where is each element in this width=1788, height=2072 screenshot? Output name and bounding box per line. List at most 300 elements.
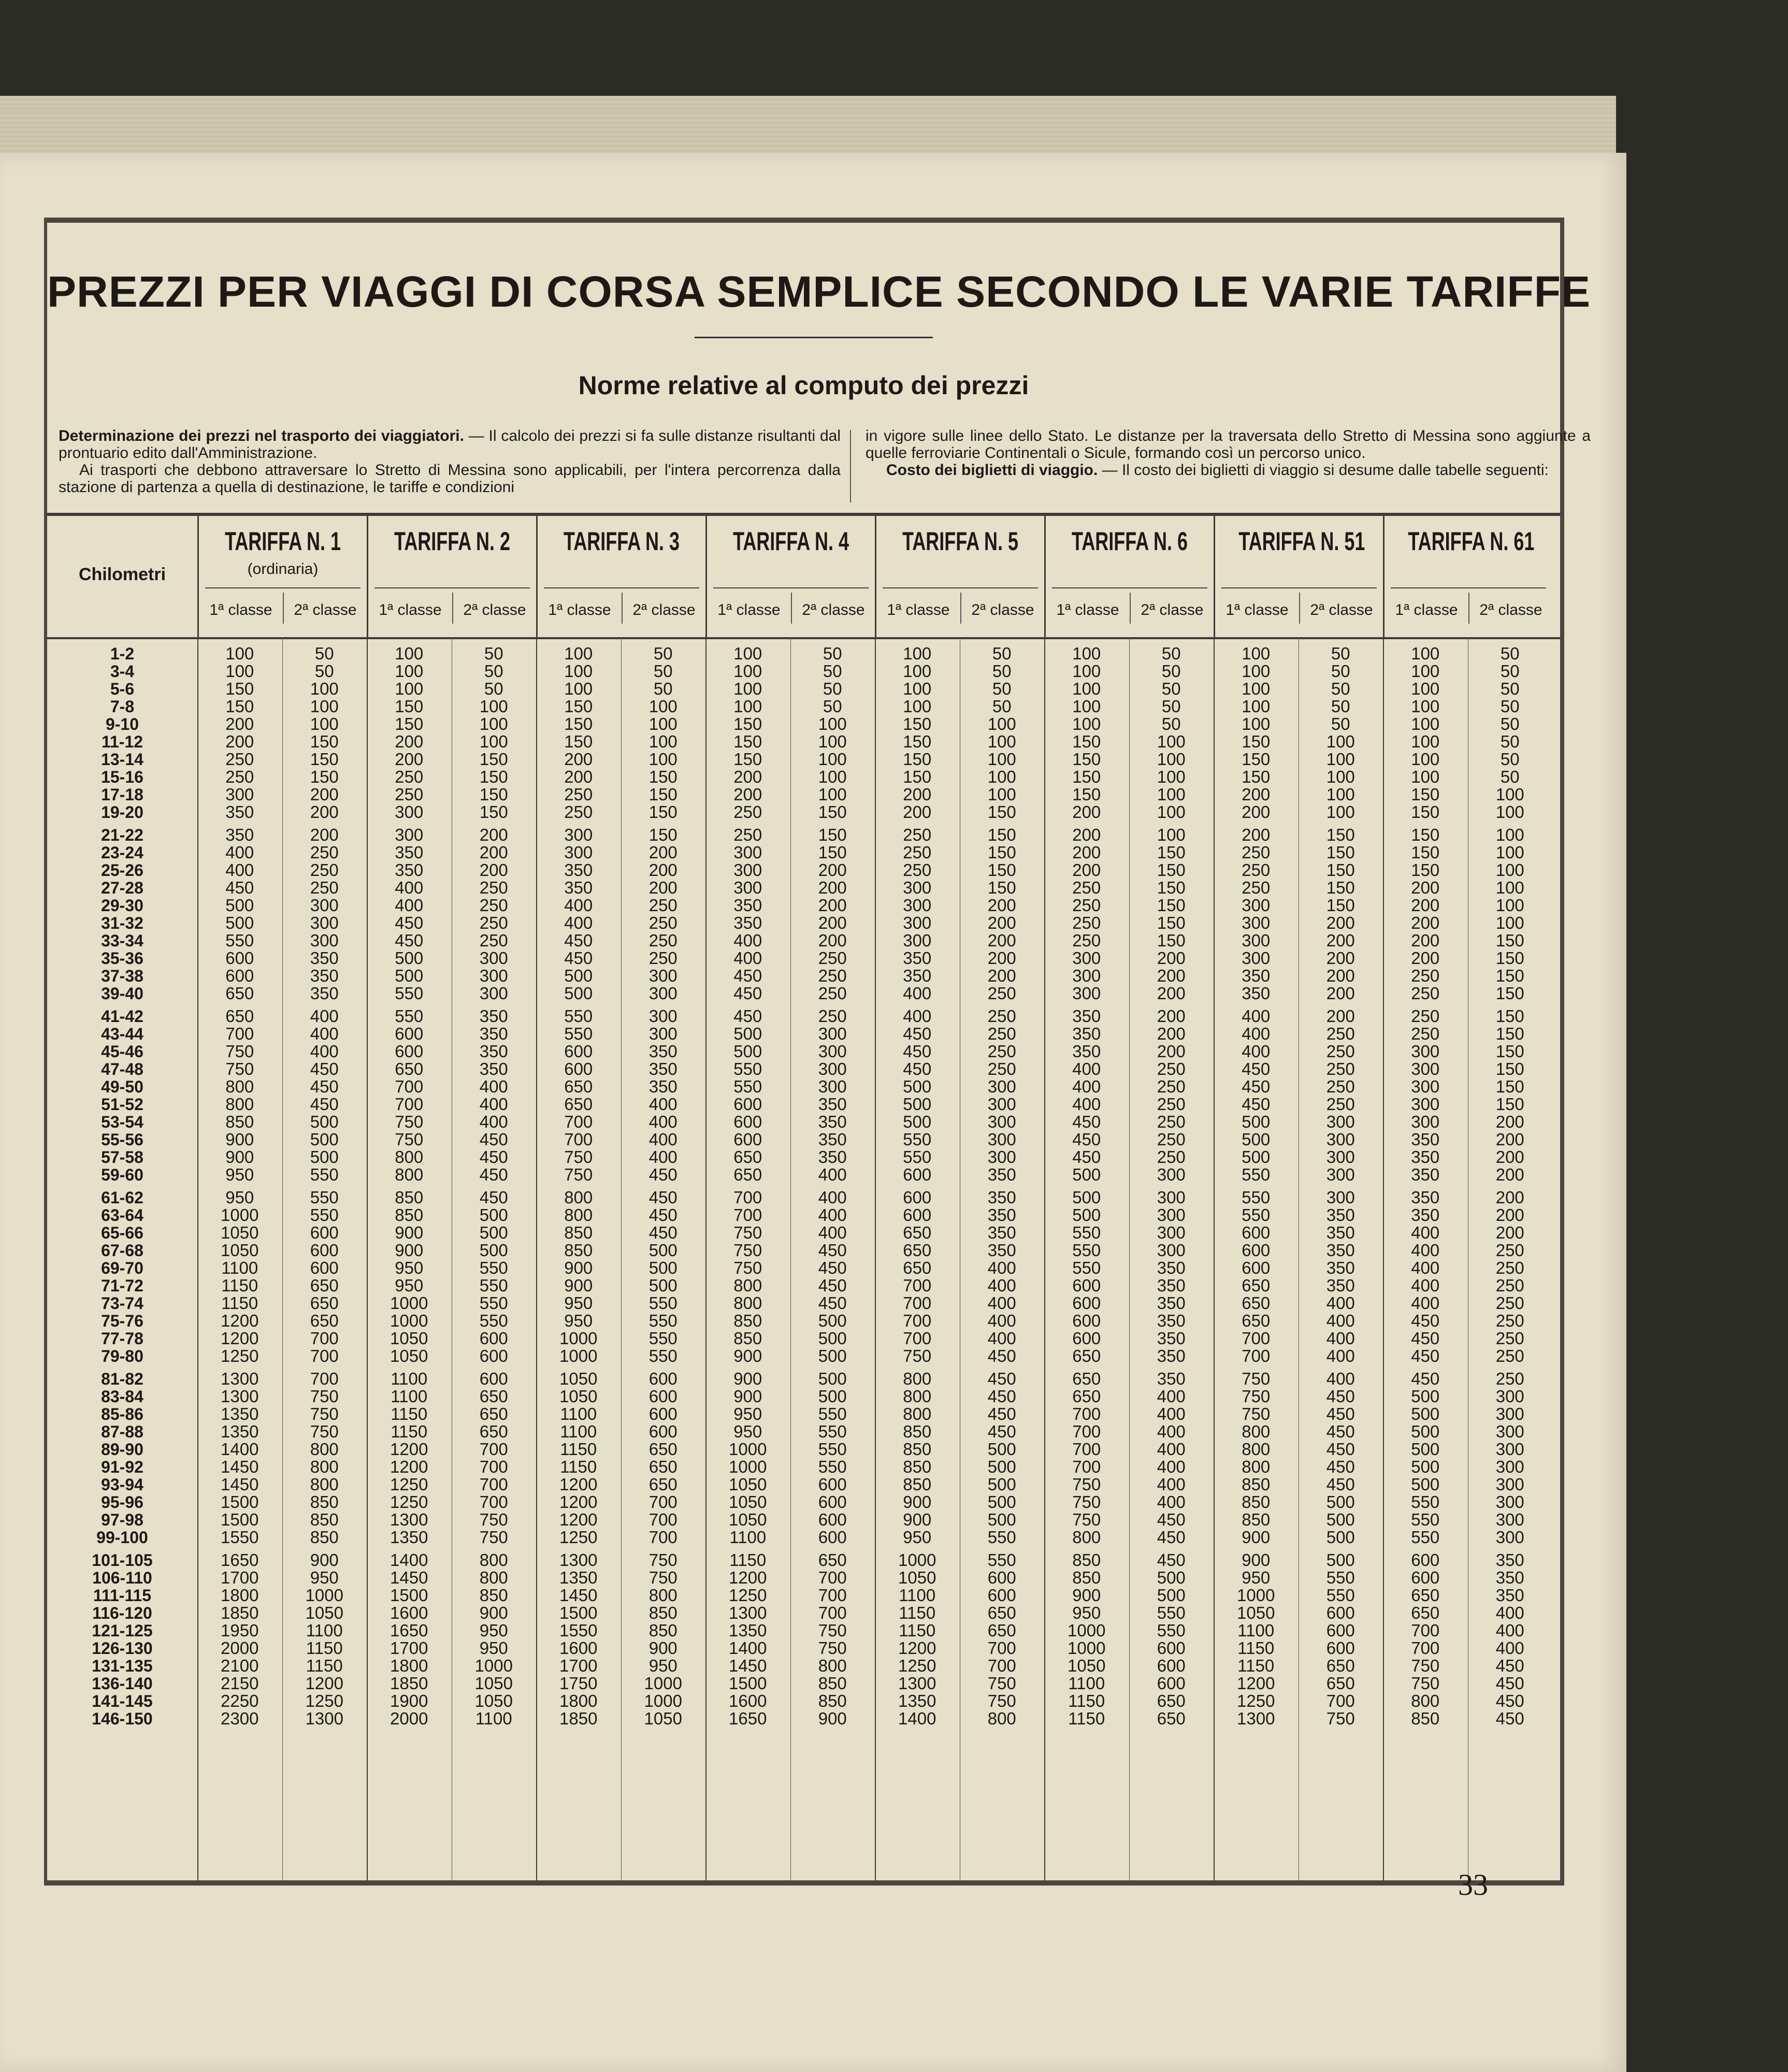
- price-cell: 550: [310, 1188, 339, 1207]
- price-block: [621, 1370, 706, 1546]
- price-block: [367, 1551, 452, 1728]
- price-cell: 300: [1495, 1440, 1524, 1459]
- price-cell: 500: [1411, 1440, 1440, 1459]
- price-cell: 500: [1326, 1510, 1355, 1529]
- price-cell: 600: [395, 1024, 424, 1043]
- price-cell: 150: [1072, 767, 1101, 786]
- price-cell: 450: [395, 913, 424, 932]
- price-block: [197, 1370, 282, 1546]
- price-cell: 400: [479, 1112, 508, 1131]
- price-cell: 650: [225, 1006, 254, 1026]
- first-class-label: 1ª classe: [1395, 601, 1458, 618]
- price-block: [1044, 1008, 1129, 1184]
- price-cell: 1100: [391, 1387, 428, 1406]
- price-cell: 600: [310, 1258, 339, 1277]
- price-cell: 200: [1326, 913, 1355, 932]
- price-cell: 750: [1242, 1369, 1271, 1388]
- price-cell: 100: [1411, 767, 1440, 786]
- price-cell: 150: [1157, 843, 1186, 862]
- price-cell: 50: [1500, 697, 1520, 716]
- price-cell: 450: [479, 1188, 508, 1207]
- price-cell: 850: [648, 1621, 677, 1640]
- price-cell: 1100: [1068, 1674, 1105, 1693]
- price-cell: 650: [648, 1475, 677, 1494]
- price-cell: 450: [225, 878, 254, 897]
- price-cell: 250: [818, 1006, 847, 1026]
- price-cell: 100: [1157, 802, 1186, 822]
- price-block: [536, 645, 621, 821]
- price-cell: 600: [564, 1042, 593, 1061]
- price-column-8-second-class: [1468, 645, 1553, 1733]
- price-cell: 100: [1495, 896, 1524, 915]
- price-cell: 550: [1326, 1586, 1355, 1605]
- price-cell: 100: [903, 697, 932, 716]
- price-cell: 900: [818, 1709, 847, 1728]
- price-cell: 250: [310, 843, 339, 862]
- price-cell: 400: [1495, 1638, 1524, 1658]
- price-cell: 700: [648, 1492, 677, 1512]
- price-cell: 300: [1411, 1059, 1440, 1078]
- km-range: 65-66: [101, 1224, 143, 1242]
- price-cell: 100: [1411, 750, 1440, 769]
- price-cell: 150: [479, 750, 508, 769]
- second-class-label: 2ª classe: [1468, 593, 1552, 624]
- price-cell: 600: [1157, 1656, 1186, 1675]
- price-cell: 250: [1411, 984, 1440, 1003]
- price-cell: 600: [1157, 1638, 1186, 1658]
- price-cell: 150: [564, 714, 593, 733]
- price-block: [1299, 1370, 1383, 1546]
- price-cell: 600: [733, 1095, 762, 1114]
- price-cell: 1200: [390, 1457, 428, 1476]
- price-block: [1383, 1008, 1468, 1184]
- price-cell: 750: [1411, 1656, 1440, 1675]
- price-cell: 900: [479, 1603, 508, 1622]
- price-cell: 600: [818, 1475, 847, 1494]
- price-cell: 100: [310, 679, 339, 698]
- price-cell: 950: [1242, 1568, 1271, 1587]
- price-cell: 550: [903, 1147, 932, 1167]
- price-block: [452, 645, 537, 821]
- price-block: [536, 1189, 621, 1365]
- price-cell: 250: [1072, 878, 1101, 897]
- price-cell: 350: [1157, 1293, 1186, 1313]
- price-cell: 1050: [559, 1387, 598, 1406]
- price-cell: 300: [1326, 1147, 1355, 1167]
- price-cell: 1150: [391, 1404, 428, 1423]
- price-cell: 1050: [644, 1709, 682, 1728]
- price-cell: 400: [1326, 1346, 1355, 1365]
- price-cell: 400: [1411, 1241, 1440, 1260]
- price-cell: 750: [648, 1568, 677, 1587]
- price-cell: 1150: [1068, 1709, 1105, 1728]
- price-cell: 700: [903, 1293, 932, 1313]
- price-cell: 50: [823, 644, 842, 663]
- price-cell: 350: [1326, 1223, 1355, 1242]
- price-column-5-first-class: [875, 645, 960, 1733]
- price-cell: 350: [1072, 1024, 1101, 1043]
- price-cell: 450: [310, 1095, 339, 1114]
- price-cell: 350: [1157, 1311, 1186, 1330]
- price-cell: 150: [1411, 785, 1440, 804]
- price-cell: 450: [310, 1059, 339, 1078]
- price-cell: 400: [310, 1024, 339, 1043]
- km-range: 19-20: [101, 803, 143, 822]
- price-cell: 100: [1495, 843, 1524, 862]
- km-range: 21-22: [101, 826, 143, 844]
- price-cell: 650: [479, 1387, 508, 1406]
- price-column-3-first-class: [536, 645, 621, 1733]
- km-range: 126-130: [92, 1639, 153, 1658]
- price-cell: 100: [1326, 767, 1355, 786]
- price-cell: 1200: [559, 1510, 598, 1529]
- price-cell: 750: [648, 1550, 677, 1570]
- price-cell: 850: [903, 1422, 932, 1441]
- price-block: [1299, 645, 1383, 821]
- price-cell: 200: [1495, 1165, 1524, 1184]
- price-cell: 100: [225, 661, 254, 681]
- price-cell: 150: [1157, 878, 1186, 897]
- price-cell: 600: [310, 1223, 339, 1242]
- intro-column-separator: [850, 430, 851, 502]
- price-cell: 150: [987, 843, 1016, 862]
- price-cell: 500: [1411, 1387, 1440, 1406]
- price-cell: 650: [479, 1404, 508, 1423]
- price-cell: 150: [987, 878, 1016, 897]
- price-cell: 850: [903, 1440, 932, 1459]
- km-range: 111-115: [93, 1586, 152, 1605]
- second-class-label: 2ª classe: [1130, 593, 1214, 624]
- price-cell: 200: [1411, 896, 1440, 915]
- price-cell: 400: [395, 896, 424, 915]
- header-separator: [47, 637, 1560, 639]
- price-cell: 250: [1326, 1077, 1355, 1096]
- price-cell: 500: [479, 1205, 508, 1225]
- price-cell: 350: [648, 1059, 677, 1078]
- price-cell: 250: [1157, 1059, 1186, 1078]
- price-cell: 500: [1242, 1130, 1271, 1149]
- price-cell: 900: [225, 1147, 254, 1167]
- price-cell: 150: [903, 714, 932, 733]
- price-block: [1468, 1008, 1553, 1184]
- price-cell: 250: [987, 1059, 1016, 1078]
- price-block: [875, 826, 960, 1002]
- km-range: 87-88: [101, 1422, 143, 1441]
- price-cell: 700: [648, 1528, 677, 1547]
- price-cell: 850: [310, 1510, 339, 1529]
- price-cell: 200: [1157, 1024, 1186, 1043]
- price-cell: 900: [733, 1387, 762, 1406]
- price-block: [1129, 1189, 1214, 1365]
- km-range: 37-38: [101, 967, 143, 985]
- price-cell: 350: [1157, 1329, 1186, 1348]
- km-range: 57-58: [101, 1148, 143, 1167]
- price-cell: 450: [1326, 1457, 1355, 1476]
- price-block: [1383, 1370, 1468, 1546]
- price-cell: 200: [1072, 843, 1101, 862]
- price-cell: 100: [1411, 697, 1440, 716]
- price-cell: 350: [987, 1223, 1016, 1242]
- price-cell: 400: [987, 1276, 1016, 1295]
- price-cell: 200: [395, 732, 424, 751]
- price-cell: 100: [310, 714, 339, 733]
- price-cell: 250: [818, 966, 847, 985]
- intro-text-1: — Il calcolo dei prezzi si fa sulle distanze risultanti dal prontuario edito dall'Amministrazione.: [59, 427, 841, 462]
- price-cell: 150: [564, 697, 593, 716]
- price-cell: 550: [903, 1130, 932, 1149]
- price-cell: 850: [903, 1475, 932, 1494]
- tariff-name: TARIFFA N. 3: [563, 527, 680, 556]
- km-range: 29-30: [101, 896, 143, 915]
- page-title: PREZZI PER VIAGGI DI CORSA SEMPLICE SECONDO LE VARIE TARIFFE: [47, 267, 1591, 316]
- price-cell: 450: [1072, 1147, 1101, 1167]
- price-cell: 150: [987, 860, 1016, 880]
- price-cell: 850: [1072, 1568, 1101, 1587]
- price-cell: 400: [987, 1329, 1016, 1348]
- price-cell: 250: [1072, 913, 1101, 932]
- km-range: 43-44: [101, 1025, 143, 1043]
- price-cell: 550: [818, 1440, 847, 1459]
- price-block: [1383, 645, 1468, 821]
- price-cell: 300: [1242, 948, 1271, 968]
- price-cell: 100: [648, 714, 677, 733]
- price-cell: 200: [903, 802, 932, 822]
- price-cell: 750: [395, 1130, 424, 1149]
- price-cell: 950: [903, 1528, 932, 1547]
- price-cell: 1350: [390, 1528, 428, 1547]
- price-cell: 100: [395, 644, 424, 663]
- price-cell: 750: [1411, 1674, 1440, 1693]
- price-cell: 1350: [729, 1621, 767, 1640]
- price-cell: 500: [818, 1346, 847, 1365]
- price-block: [705, 1008, 790, 1184]
- price-cell: 800: [1242, 1422, 1271, 1441]
- price-cell: 250: [1495, 1276, 1524, 1295]
- second-class-label: 2ª classe: [960, 593, 1044, 624]
- price-cell: 100: [1495, 878, 1524, 897]
- km-range: 121-125: [92, 1621, 153, 1640]
- price-cell: 350: [310, 966, 339, 985]
- km-range: 63-64: [101, 1206, 143, 1225]
- price-cell: 650: [310, 1293, 339, 1313]
- price-cell: 250: [648, 931, 677, 950]
- price-cell: 1150: [391, 1422, 428, 1441]
- price-cell: 900: [395, 1241, 424, 1260]
- price-cell: 400: [1157, 1457, 1186, 1476]
- price-cell: 350: [1411, 1165, 1440, 1184]
- price-cell: 2000: [221, 1638, 259, 1658]
- tariff-underline: [544, 587, 699, 588]
- price-cell: 1050: [1237, 1603, 1275, 1622]
- price-cell: 600: [733, 1130, 762, 1149]
- price-cell: 250: [479, 878, 508, 897]
- price-block: [960, 826, 1045, 1002]
- price-block: [1214, 1008, 1299, 1184]
- price-cell: 500: [1411, 1475, 1440, 1494]
- price-cell: 200: [479, 860, 508, 880]
- price-cell: 200: [987, 913, 1016, 932]
- price-cell: 300: [1495, 1492, 1524, 1512]
- price-column-2-second-class: [452, 645, 537, 1733]
- km-range: 17-18: [101, 785, 143, 804]
- price-cell: 100: [818, 732, 847, 751]
- price-cell: 1050: [474, 1674, 513, 1693]
- price-cell: 300: [1242, 896, 1271, 915]
- price-cell: 50: [314, 644, 334, 663]
- price-block: [452, 826, 537, 1002]
- price-cell: 700: [310, 1346, 339, 1365]
- price-cell: 300: [733, 843, 762, 862]
- price-column-4-second-class: [790, 645, 875, 1733]
- tariff-name: TARIFFA N. 5: [902, 527, 1018, 556]
- price-cell: 100: [1242, 661, 1271, 681]
- price-cell: 850: [1242, 1510, 1271, 1529]
- price-cell: 1450: [221, 1475, 259, 1494]
- price-cell: 1400: [729, 1638, 767, 1658]
- price-cell: 50: [484, 679, 503, 698]
- price-cell: 1050: [1068, 1656, 1106, 1675]
- price-cell: 300: [1411, 1042, 1440, 1061]
- price-cell: 400: [1411, 1293, 1440, 1313]
- price-cell: 650: [987, 1621, 1016, 1640]
- price-column-8-first-class: [1383, 645, 1468, 1733]
- price-cell: 350: [395, 860, 424, 880]
- price-block: [1044, 645, 1129, 821]
- price-cell: 500: [479, 1241, 508, 1260]
- price-cell: 100: [648, 697, 677, 716]
- price-cell: 350: [903, 966, 932, 985]
- price-cell: 300: [903, 878, 932, 897]
- price-cell: 650: [903, 1258, 932, 1277]
- price-cell: 350: [310, 948, 339, 968]
- price-cell: 350: [733, 896, 762, 915]
- price-cell: 950: [479, 1638, 508, 1658]
- price-cell: 1400: [390, 1550, 428, 1570]
- price-cell: 400: [310, 1006, 339, 1026]
- price-cell: 100: [479, 697, 508, 716]
- price-cell: 950: [648, 1656, 677, 1675]
- price-cell: 50: [1161, 644, 1181, 663]
- price-cell: 500: [395, 966, 424, 985]
- price-cell: 150: [1411, 825, 1440, 844]
- km-range: 141-145: [92, 1692, 153, 1710]
- price-cell: 300: [1072, 948, 1101, 968]
- price-cell: 450: [564, 931, 593, 950]
- tariff-underline: [1391, 587, 1546, 588]
- price-cell: 50: [1331, 697, 1350, 716]
- price-cell: 300: [903, 913, 932, 932]
- price-cell: 450: [479, 1130, 508, 1149]
- price-cell: 900: [1242, 1550, 1271, 1570]
- price-cell: 1250: [305, 1691, 343, 1710]
- price-cell: 650: [1411, 1586, 1440, 1605]
- price-cell: 1150: [560, 1440, 597, 1459]
- price-cell: 200: [648, 860, 677, 880]
- price-cell: 200: [564, 750, 593, 769]
- price-cell: 450: [987, 1387, 1016, 1406]
- price-cell: 300: [733, 860, 762, 880]
- price-cell: 900: [733, 1346, 762, 1365]
- price-cell: 250: [1157, 1112, 1186, 1131]
- price-cell: 2250: [221, 1691, 259, 1710]
- price-cell: 300: [903, 931, 932, 950]
- price-cell: 100: [1072, 644, 1101, 663]
- intro-paragraph-3: in vigore sulle linee dello Stato. Le distanze per la traversata dello Stretto di Messina sono aggiunte a quelle ferroviarie Continentali o Sicule, formando così un percorso unico.: [866, 427, 1591, 462]
- price-cell: 150: [648, 785, 677, 804]
- price-column-6-second-class: [1129, 645, 1214, 1733]
- price-cell: 950: [733, 1404, 762, 1423]
- price-cell: 250: [1157, 1095, 1186, 1114]
- price-cell: 1100: [729, 1528, 767, 1547]
- price-cell: 600: [1411, 1550, 1440, 1570]
- km-range: 13-14: [101, 750, 143, 769]
- price-column-6-first-class: [1044, 645, 1129, 1733]
- km-range: 99-100: [96, 1528, 148, 1547]
- price-cell: 800: [733, 1276, 762, 1295]
- price-block: [1044, 1370, 1129, 1546]
- price-cell: 1150: [306, 1656, 343, 1675]
- price-cell: 300: [1411, 1095, 1440, 1114]
- price-cell: 500: [395, 948, 424, 968]
- km-range: 49-50: [101, 1077, 143, 1096]
- price-cell: 600: [903, 1205, 932, 1225]
- price-cell: 150: [818, 843, 847, 862]
- price-cell: 550: [395, 984, 424, 1003]
- price-cell: 350: [1495, 1550, 1524, 1570]
- price-cell: 1000: [221, 1205, 259, 1225]
- price-cell: 300: [648, 984, 677, 1003]
- price-cell: 200: [1326, 948, 1355, 968]
- price-cell: 350: [987, 1188, 1016, 1207]
- price-column-1-first-class: [197, 645, 282, 1733]
- price-block: [790, 645, 875, 821]
- price-cell: 650: [1072, 1346, 1101, 1365]
- price-cell: 500: [987, 1457, 1016, 1476]
- price-block: [1214, 1551, 1299, 1728]
- price-cell: 1500: [221, 1510, 259, 1529]
- price-cell: 1100: [899, 1586, 936, 1605]
- price-cell: 350: [395, 843, 424, 862]
- price-cell: 300: [1495, 1457, 1524, 1476]
- price-cell: 550: [564, 1006, 593, 1026]
- price-cell: 450: [733, 966, 762, 985]
- price-cell: 400: [1411, 1223, 1440, 1242]
- price-cell: 400: [479, 1095, 508, 1114]
- price-cell: 150: [479, 785, 508, 804]
- price-cell: 450: [818, 1276, 847, 1295]
- price-cell: 600: [648, 1369, 677, 1388]
- price-cell: 500: [903, 1095, 932, 1114]
- price-cell: 700: [225, 1024, 254, 1043]
- price-cell: 600: [1326, 1621, 1355, 1640]
- price-cell: 400: [225, 843, 254, 862]
- price-cell: 550: [987, 1550, 1016, 1570]
- price-cell: 550: [1157, 1621, 1186, 1640]
- price-block: [1299, 826, 1383, 1002]
- price-cell: 450: [1411, 1369, 1440, 1388]
- price-cell: 100: [1072, 697, 1101, 716]
- price-cell: 1800: [559, 1691, 598, 1710]
- price-cell: 200: [1157, 966, 1186, 985]
- tariff-name: TARIFFA N. 1: [224, 527, 341, 556]
- price-cell: 800: [564, 1188, 593, 1207]
- price-cell: 100: [733, 661, 762, 681]
- km-range: 81-82: [101, 1370, 143, 1388]
- price-cell: 650: [1242, 1311, 1271, 1330]
- price-cell: 200: [987, 966, 1016, 985]
- price-block: [875, 1008, 960, 1184]
- km-range: 55-56: [101, 1130, 143, 1149]
